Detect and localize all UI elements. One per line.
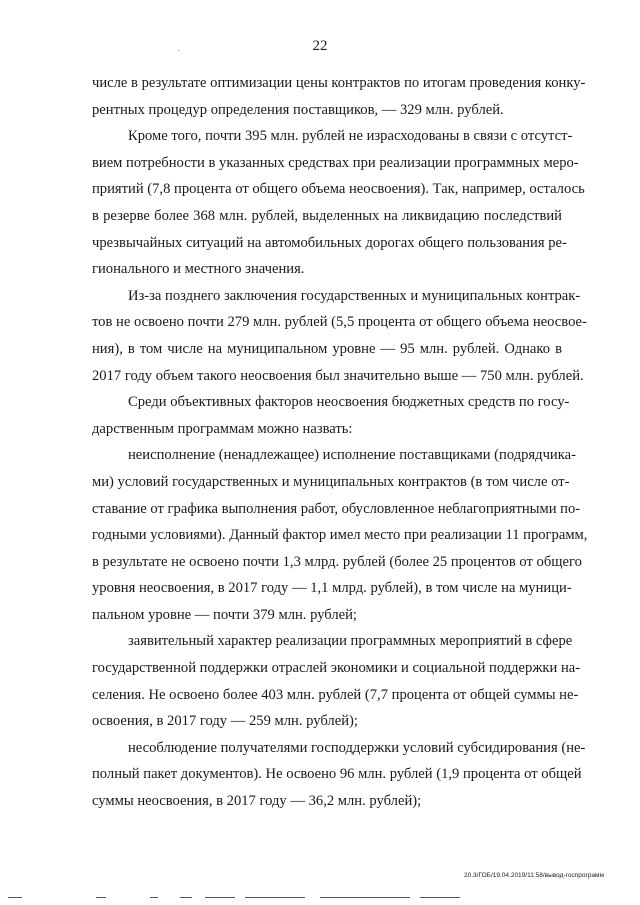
text-line: гионального и местного значения. [92,261,305,278]
text-line: годными условиями). Данный фактор имел место при реализации 11 программ, [92,527,588,544]
text-line: пальном уровне — почти 379 млн. рублей; [92,606,357,623]
text-line: Кроме того, почти 395 млн. рублей не израсходованы в связи с отсутст- [128,128,573,145]
text-line: государственной поддержки отраслей экономики и социальной поддержки на- [92,660,581,677]
text-line: уровня неосвоения, в 2017 году — 1,1 млрд. рублей), в том числе на муници- [92,580,572,597]
text-line: Среди объективных факторов неосвоения бюджетных средств по госу- [128,394,570,411]
text-line: ния), в том числе на муниципальном уровне — 95 млн. рублей. Однако в [92,340,562,357]
footer-document-code: 20.3/ГОБ/19.04.2019/11:58/вывод-госпрограмм [464,872,604,879]
scan-edge-marks [0,893,640,903]
text-line: в результате не освоено почти 1,3 млрд. рублей (более 25 процентов от общего [92,553,582,570]
paragraph [92,283,587,389]
text-line: в резерве более 368 млн. рублей, выделенных на ликвидацию последствий [92,207,562,224]
page-number: 22 [312,38,328,54]
text-line: приятий (7,8 процента от общего объема неосвоения). Так, например, осталось [92,181,585,198]
paragraph [92,628,581,734]
text-line: освоения, в 2017 году — 259 млн. рублей); [92,713,358,730]
text-line: заявительный характер реализации программных мероприятий в сфере [128,633,573,650]
text-line: неисполнение (ненадлежащее) исполнение поставщиками (подрядчика- [128,447,576,464]
paragraph [92,389,570,442]
document-body [92,70,588,815]
paragraph [92,735,586,815]
text-line: Из-за позднего заключения государственных и муниципальных контрак- [128,287,581,304]
text-line: рентных процедур определения поставщиков, — 329 млн. рублей. [92,101,504,118]
text-line: ставание от графика выполнения работ, обусловленное неблагоприятными по- [92,500,581,517]
paragraph [92,70,586,123]
text-line: вием потребности в указанных средствах при реализации программных меро- [92,154,579,171]
text-line: 2017 году объем такого неосвоения был значительно выше — 750 млн. рублей. [92,367,584,384]
paragraph [92,123,585,283]
text-line: ми) условий государственных и муниципальных контрактов (в том числе от- [92,473,570,490]
text-line: полный пакет документов). Не освоено 96 млн. рублей (1,9 процента от общей [92,766,582,783]
text-line: чрезвычайных ситуаций на автомобильных дорогах общего пользования ре- [92,234,567,251]
scan-dot [178,50,179,51]
paragraph [92,442,588,628]
text-line: числе в результате оптимизации цены контрактов по итогам проведения конку- [92,75,586,91]
text-line: несоблюдение получателями господдержки условий субсидирования (не- [128,739,586,756]
text-line: суммы неосвоения, в 2017 году — 36,2 млн. рублей); [92,793,422,810]
text-line: селения. Не освоено более 403 млн. рублей (7,7 процента от общей суммы не- [92,686,579,703]
text-line: тов не освоено почти 279 млн. рублей (5,5 процента от общего объема неосвое- [92,314,587,331]
text-line: дарственным программам можно назвать: [92,420,353,437]
